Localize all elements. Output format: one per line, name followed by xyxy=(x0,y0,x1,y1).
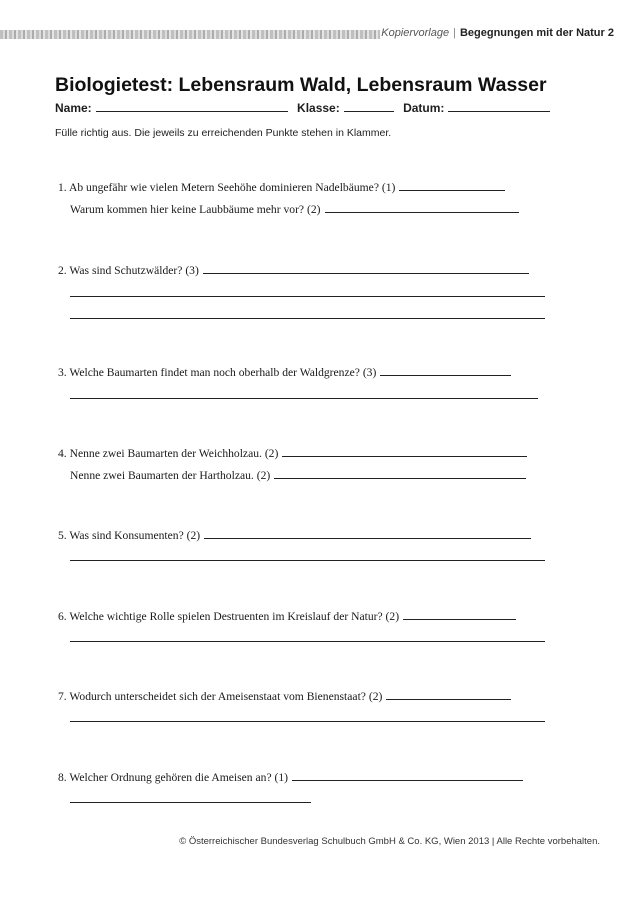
question-8-answer-line[interactable] xyxy=(292,779,523,781)
question-2 xyxy=(58,264,529,277)
question-4b-text: Nenne zwei Baumarten der Hartholzau. (2) xyxy=(70,469,271,482)
question-5-answer-line[interactable] xyxy=(204,537,531,539)
question-5 xyxy=(58,529,531,542)
instruction-text: Fülle richtig aus. Die jeweils zu erreichenden Punkte stehen in Klammer. xyxy=(55,127,392,139)
student-info-row xyxy=(55,101,556,115)
question-8 xyxy=(58,771,523,784)
question-6-answer-line-2[interactable] xyxy=(70,641,545,642)
question-4a-text: 4. Nenne zwei Baumarten der Weichholzau. (2) xyxy=(58,447,279,460)
question-8-answer-line-2[interactable] xyxy=(70,802,311,803)
question-4a-answer-line[interactable] xyxy=(282,455,527,457)
question-3 xyxy=(58,366,511,379)
question-8-text: 8. Welcher Ordnung gehören die Ameisen an? (1) xyxy=(58,771,289,784)
question-7-text: 7. Wodurch unterscheidet sich der Ameisenstaat vom Bienenstaat? (2) xyxy=(58,690,383,703)
question-3-text: 3. Welche Baumarten findet man noch oberhalb der Waldgrenze? (3) xyxy=(58,366,377,379)
copyright-footer: © Österreichischer Bundesverlag Schulbuch GmbH & Co. KG, Wien 2013 | Alle Rechte vorbehalten. xyxy=(179,836,600,847)
datum-label: Datum: xyxy=(403,101,445,115)
header-label xyxy=(381,27,614,39)
klasse-field[interactable] xyxy=(344,110,394,112)
name-label: Name: xyxy=(55,101,92,115)
question-2-text: 2. Was sind Schutzwälder? (3) xyxy=(58,264,199,277)
klasse-label: Klasse: xyxy=(297,101,340,115)
question-2-answer-line-3[interactable] xyxy=(70,318,545,319)
page-title: Biologietest: Lebensraum Wald, Lebensraum Wasser xyxy=(55,74,547,96)
question-1-text: 1. Ab ungefähr wie vielen Metern Seehöhe dominieren Nadelbäume? (1) xyxy=(58,181,396,194)
question-7 xyxy=(58,690,511,703)
question-6-text: 6. Welche wichtige Rolle spielen Destruenten im Kreislauf der Natur? (2) xyxy=(58,610,400,623)
question-1 xyxy=(58,181,505,194)
name-field[interactable] xyxy=(96,110,288,112)
datum-field[interactable] xyxy=(448,110,550,112)
question-7-answer-line[interactable] xyxy=(386,698,511,700)
header-decorative-stripe xyxy=(0,30,380,39)
header-separator: | xyxy=(453,27,456,39)
question-3-answer-line[interactable] xyxy=(380,374,511,376)
question-4b xyxy=(70,469,526,482)
question-6 xyxy=(58,610,516,623)
question-4a xyxy=(58,447,527,460)
question-1b-answer-line[interactable] xyxy=(325,211,519,213)
question-1b-text: Warum kommen hier keine Laubbäume mehr vor? (2) xyxy=(70,203,321,216)
header-book-title: Begegnungen mit der Natur 2 xyxy=(459,27,614,39)
question-4b-answer-line[interactable] xyxy=(274,477,526,479)
question-5-text: 5. Was sind Konsumenten? (2) xyxy=(58,529,201,542)
header-kopiervorlage: Kopiervorlage xyxy=(381,27,450,39)
question-1b xyxy=(70,203,519,216)
question-5-answer-line-2[interactable] xyxy=(70,560,545,561)
question-1-answer-line[interactable] xyxy=(399,189,505,191)
question-3-answer-line-2[interactable] xyxy=(70,398,538,399)
question-6-answer-line[interactable] xyxy=(403,618,516,620)
question-7-answer-line-2[interactable] xyxy=(70,721,545,722)
question-2-answer-line-2[interactable] xyxy=(70,296,545,297)
question-2-answer-line[interactable] xyxy=(203,272,529,274)
